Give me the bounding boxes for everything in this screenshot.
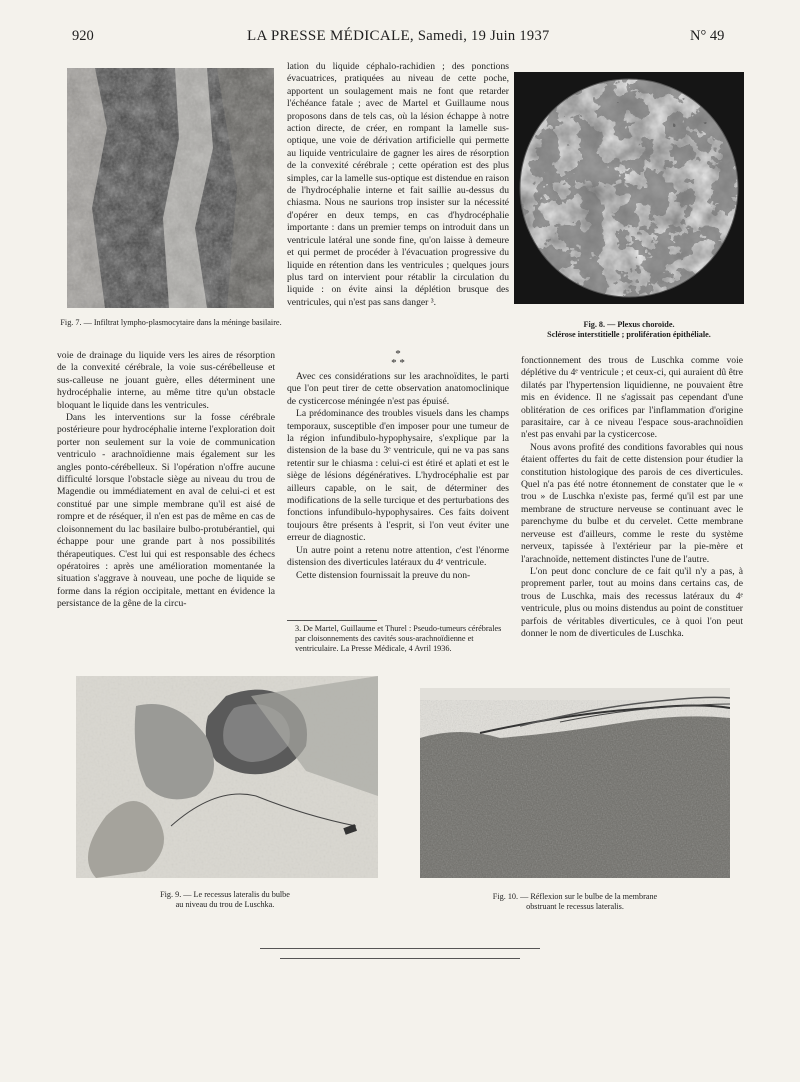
paragraph: Avec ces considérations sur les arachnoïdites, le parti que l'on peut tirer de cette observation anatomoclinique de cysticercose méningée n'est pas épuisé. [287, 371, 509, 407]
figure-8-caption-title: Fig. 8. — Plexus choroïde. [583, 320, 675, 329]
issue-date: Samedi, 19 Juin 1937 [417, 28, 550, 44]
asterism-top: * [395, 348, 401, 360]
paragraph: Nous avons profité des conditions favorables qui nous étaient offertes du fait de cette distension pour étudier la constitution histologique des parois de ces diverticules. Quel n'a pas été notre étonnement de constater que le « trou » de Luschka n'existe pas, fermé qu'il est par une membrane de structure nerveuse se continuant avec le parenchyme du bulbe et du cervelet. Cette membrane nerveuse est d'ailleurs, comme le reste du système nerveux, tapissée à l'extérieur par la pie-mère et l'arachnoïde, nettement distinctes l'une de l'autre. [521, 441, 743, 565]
paragraph: lation du liquide céphalo-rachidien ; des ponctions évacuatrices, pratiquées au niveau de cette poche, apportent un soulagement mais ne font que retarder l'échéance fatale ; avec de Martel et Guillaume nous proposons dans de tels cas, où la lésion échappe à notre action directe, de créer, en rompant la lamelle sus-optique, une voie de dérivation artificielle qui permette au liquide ventriculaire de gagner les aires de résorption de la convexité cérébrale ; cette opération est des plus simples, car la lamelle sus-optique est distendue en raison de l'hydrocéphalie interne et fait saillie au-dessus du chiasma. Nous ne saurions trop insister sur la nécessité d'opérer en deux temps, en cas d'hydrocéphalie importante : dans un premier temps on introduit dans un ventricule latéral une sonde fine, qu'on laisse à demeure et qui permet de procéder à l'évacuation progressive du liquide en rétention dans les ventricules ; quelques jours plus tard on intervient pour rétablir la circulation du liquide : on évite ainsi la déplétion brusque des ventricules, qui n'est pas sans danger ³. [287, 61, 509, 308]
bottom-rule-lower [280, 958, 520, 959]
figure-9-caption-title: Fig. 9. — Le recessus lateralis du bulbe [160, 890, 290, 899]
footnote-rule [287, 620, 377, 621]
issue-number: N° 49 [690, 28, 725, 44]
paragraph: La prédominance des troubles visuels dans les champs temporaux, susceptible d'en imposer pour une tumeur de la région infundibulo-hypophysaire, s'explique par la distension de la base du 3ᵉ ventricule, qui ne va pas sans retentir sur le chiasma : celui-ci est étiré et aplati et est le siège de lésions dégénératives. L'hydrocéphalie est par ailleurs capable, on le sait, de déterminer des modifications de la selle turcique et des perturbations des fonctions infundibulo-hypophysaires. Ces faits doivent toujours être présents à l'esprit, si l'on veut éviter une erreur de diagnostic. [287, 408, 509, 544]
paragraph: fonctionnement des trous de Luschka comme voie déplétive du 4ᵉ ventricule ; et ceux-ci, qui auraient dû être dilatés par l'hypertension liquidienne, ne pouvaient être mis en évidence. Il ne s'agissait pas cependant d'une oblitération de ces orifices par l'inflammation d'origine parasitaire, car à ce niveau l'espace sous-arachnoïdien n'est pas envahi par la cysticercose. [521, 355, 743, 441]
page-number: 920 [72, 28, 94, 44]
asterism-bottom: * * [391, 357, 405, 369]
figure-9-photo [76, 676, 378, 878]
section-separator [287, 350, 509, 368]
figure-8-photo [514, 72, 744, 304]
histology-image-fig9 [76, 676, 378, 878]
figure-7-caption: Fig. 7. — Infiltrat lympho-plasmocytaire dans la méninge basilaire. [60, 318, 282, 327]
paragraph: Un autre point a retenu notre attention, c'est l'énorme distension des diverticules latéraux du 4ᵉ ventricule. [287, 544, 509, 569]
figure-10-caption-subtitle: obstruant le recessus lateralis. [526, 902, 624, 911]
figure-9-caption [120, 890, 330, 910]
paragraph: Cette distension fournissait la preuve du non- [296, 569, 471, 581]
running-head [247, 28, 550, 45]
journal-title: LA PRESSE MÉDICALE, [247, 28, 414, 44]
bottom-rule-upper [260, 948, 540, 949]
histology-image-fig8 [514, 72, 744, 304]
figure-10-caption [462, 892, 688, 912]
left-column [57, 350, 275, 611]
figure-8-caption [514, 320, 744, 340]
middle-column-bottom [287, 371, 509, 582]
figure-8-caption-subtitle: Sclérose interstitielle ; prolifération épithéliale. [547, 330, 711, 339]
paragraph: Dans les interventions sur la fosse cérébrale postérieure pour hydrocéphalie interne l'exploration doit porter non seulement sur la voie de communication ventriculo - arachnoïdienne mais également sur les angles ponto-cérébelleux. Si l'opération n'offre aucune difficulté lorsque l'obstacle siège au niveau du trou de Magendie ou immédiatement en aval de celui-ci et est constitué par une simple membrane qu'il est aisé de rompre et de réséquer, il n'en est pas de même en cas de cloisonnement du lac basilaire bulbo-protubérantiel, qui échappe pour une grande part à nos possibilités thérapeutiques. C'est lui qui est responsable des échecs opératoires : après une amélioration momentanée la situation s'aggrave à nouveau, une poche de liquide se forme dans la région occipitale, mettant en évidence la persistance de la gêne de la circu- [57, 412, 275, 610]
figure-10-photo [420, 688, 730, 878]
figure-9-caption-subtitle: au niveau du trou de Luschka. [175, 900, 275, 909]
histology-image-fig7 [67, 68, 274, 308]
figure-10-caption-title: Fig. 10. — Réflexion sur le bulbe de la membrane [492, 892, 658, 901]
histology-image-fig10 [420, 688, 730, 878]
right-column [521, 355, 743, 640]
figure-7-photo [67, 68, 274, 308]
middle-column-top [287, 61, 509, 309]
paragraph: L'on peut donc conclure de ce fait qu'il n'y a pas, à proprement parler, tout au moins dans certains cas, de trous de Luschka, mais des recessus latéraux du 4ᵉ ventricule, plus ou moins distendus au point de constituer parfois de véritables diverticules, ce à quoi l'on peut donner le nom de diverticules de Luschka. [521, 565, 743, 639]
footnote: 3. De Martel, Guillaume et Thurel : Pseudo-tumeurs cérébrales par cloisonnements des cavités sous-arachnoïdienne et ventriculaire. La Presse Médicale, 4 Avril 1936. [295, 624, 502, 654]
paragraph: voie de drainage du liquide vers les aires de résorption de la convexité cérébrale, la voie sus-cérébelleuse et sus-calleuse ne jouant guère, elles déterminent une hydrocéphalie interne, au même titre qu'un obstacle bloquant le liquide dans les ventricules. [57, 350, 275, 411]
